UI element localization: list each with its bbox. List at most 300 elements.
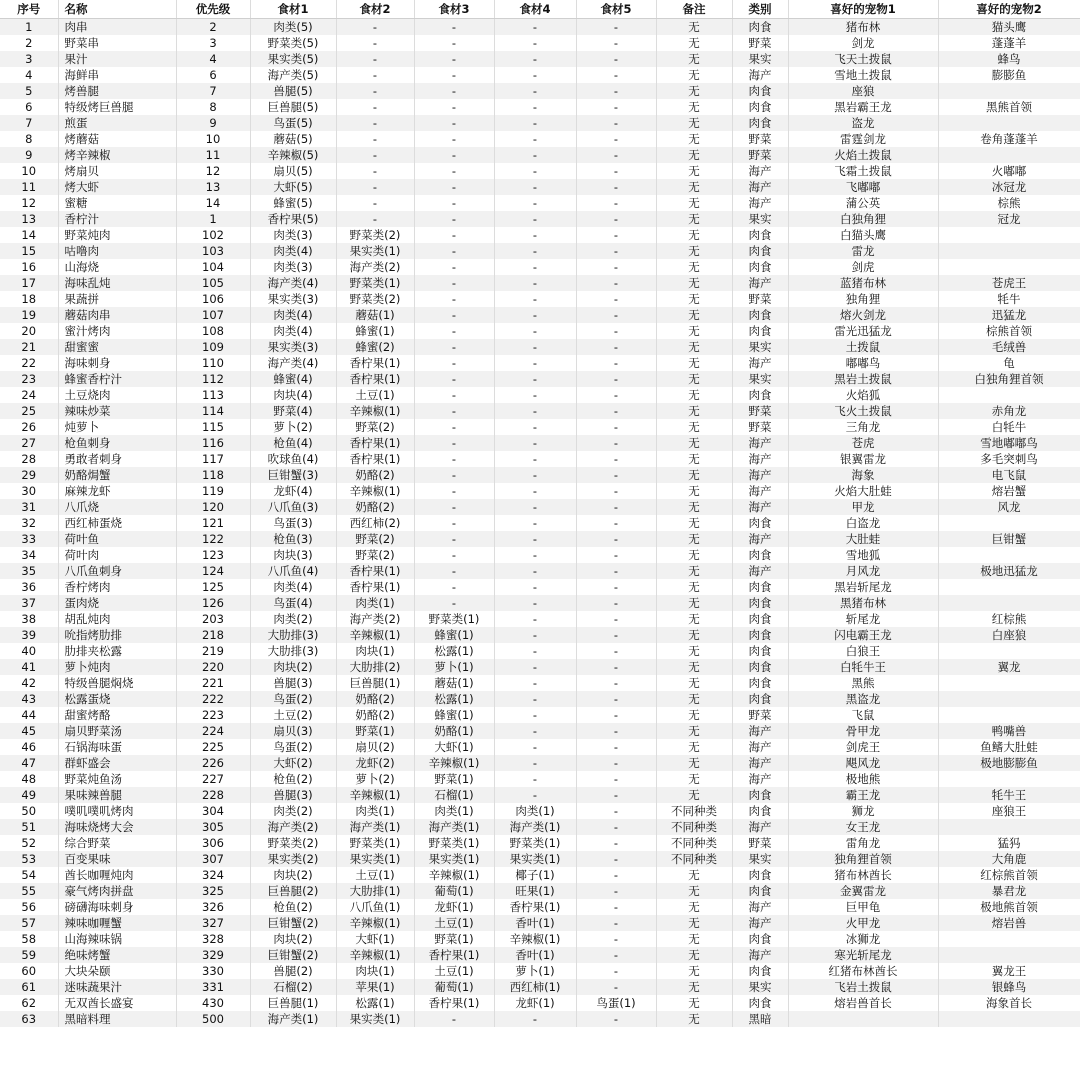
favorite-pet-1: 飓风龙 bbox=[788, 755, 938, 771]
ingredient-1: 肉块(2) bbox=[250, 867, 336, 883]
note: 无 bbox=[656, 563, 732, 579]
favorite-pet-1 bbox=[788, 1011, 938, 1027]
favorite-pet-1: 盗龙 bbox=[788, 115, 938, 131]
ingredient-3: - bbox=[414, 339, 494, 355]
recipe-name: 甜蜜蜜 bbox=[58, 339, 176, 355]
row-index: 16 bbox=[0, 259, 58, 275]
favorite-pet-2: 龟 bbox=[938, 355, 1080, 371]
ingredient-1: 兽腿(3) bbox=[250, 787, 336, 803]
row-index: 57 bbox=[0, 915, 58, 931]
favorite-pet-1: 寒光斩尾龙 bbox=[788, 947, 938, 963]
favorite-pet-2: 白牦牛 bbox=[938, 419, 1080, 435]
priority: 2 bbox=[176, 19, 250, 36]
ingredient-2: 果实类(1) bbox=[336, 851, 414, 867]
note: 无 bbox=[656, 691, 732, 707]
ingredient-5: - bbox=[576, 19, 656, 36]
ingredient-5: - bbox=[576, 643, 656, 659]
ingredient-3: - bbox=[414, 35, 494, 51]
note: 无 bbox=[656, 163, 732, 179]
favorite-pet-1: 土拨鼠 bbox=[788, 339, 938, 355]
ingredient-1: 巨钳蟹(2) bbox=[250, 915, 336, 931]
ingredient-4: 果实类(1) bbox=[494, 851, 576, 867]
ingredient-1: 蘑菇(5) bbox=[250, 131, 336, 147]
recipe-name: 勇敢者刺身 bbox=[58, 451, 176, 467]
recipe-name: 蜜汁烤肉 bbox=[58, 323, 176, 339]
category: 肉食 bbox=[732, 963, 788, 979]
category: 海产 bbox=[732, 819, 788, 835]
category: 海产 bbox=[732, 771, 788, 787]
ingredient-2: 香柠果(1) bbox=[336, 371, 414, 387]
category: 野菜 bbox=[732, 291, 788, 307]
row-index: 55 bbox=[0, 883, 58, 899]
favorite-pet-1: 飞鼠 bbox=[788, 707, 938, 723]
row-index: 58 bbox=[0, 931, 58, 947]
category: 肉食 bbox=[732, 803, 788, 819]
recipe-name: 煎蛋 bbox=[58, 115, 176, 131]
recipe-name: 萝卜炖肉 bbox=[58, 659, 176, 675]
recipe-name: 野菜串 bbox=[58, 35, 176, 51]
ingredient-3: - bbox=[414, 307, 494, 323]
ingredient-4: - bbox=[494, 67, 576, 83]
ingredient-3: 蘑菇(1) bbox=[414, 675, 494, 691]
note: 无 bbox=[656, 339, 732, 355]
priority: 304 bbox=[176, 803, 250, 819]
ingredient-5: - bbox=[576, 227, 656, 243]
priority: 123 bbox=[176, 547, 250, 563]
ingredient-3: 香柠果(1) bbox=[414, 947, 494, 963]
ingredient-5: - bbox=[576, 851, 656, 867]
category: 肉食 bbox=[732, 931, 788, 947]
favorite-pet-2 bbox=[938, 83, 1080, 99]
favorite-pet-1: 独角狸首领 bbox=[788, 851, 938, 867]
ingredient-1: 八爪鱼(4) bbox=[250, 563, 336, 579]
ingredient-3: - bbox=[414, 499, 494, 515]
row-index: 29 bbox=[0, 467, 58, 483]
ingredient-2: 大虾(1) bbox=[336, 931, 414, 947]
row-index: 31 bbox=[0, 499, 58, 515]
ingredient-1: 萝卜(2) bbox=[250, 419, 336, 435]
ingredient-2: 奶酪(2) bbox=[336, 691, 414, 707]
ingredient-2: 野菜(2) bbox=[336, 419, 414, 435]
ingredient-4: - bbox=[494, 291, 576, 307]
note: 无 bbox=[656, 547, 732, 563]
row-index: 21 bbox=[0, 339, 58, 355]
table-row bbox=[0, 627, 1080, 643]
favorite-pet-2: 迅猛龙 bbox=[938, 307, 1080, 323]
favorite-pet-2: 蓬蓬羊 bbox=[938, 35, 1080, 51]
recipe-name: 肉串 bbox=[58, 19, 176, 36]
row-index: 63 bbox=[0, 1011, 58, 1027]
recipe-name: 扇贝野菜汤 bbox=[58, 723, 176, 739]
favorite-pet-2 bbox=[938, 819, 1080, 835]
note: 无 bbox=[656, 115, 732, 131]
ingredient-4: 龙虾(1) bbox=[494, 995, 576, 1011]
ingredient-3: - bbox=[414, 1011, 494, 1027]
category: 海产 bbox=[732, 179, 788, 195]
ingredient-1: 海产类(4) bbox=[250, 355, 336, 371]
note: 无 bbox=[656, 899, 732, 915]
favorite-pet-1: 黑盗龙 bbox=[788, 691, 938, 707]
priority: 119 bbox=[176, 483, 250, 499]
note: 无 bbox=[656, 995, 732, 1011]
ingredient-3: - bbox=[414, 99, 494, 115]
ingredient-2: - bbox=[336, 99, 414, 115]
favorite-pet-1: 熔火剑龙 bbox=[788, 307, 938, 323]
note: 无 bbox=[656, 179, 732, 195]
favorite-pet-2: 红棕熊 bbox=[938, 611, 1080, 627]
favorite-pet-1: 苍虎 bbox=[788, 435, 938, 451]
ingredient-4: - bbox=[494, 163, 576, 179]
category: 海产 bbox=[732, 275, 788, 291]
row-index: 50 bbox=[0, 803, 58, 819]
category: 肉食 bbox=[732, 115, 788, 131]
ingredient-4: - bbox=[494, 739, 576, 755]
favorite-pet-2 bbox=[938, 1011, 1080, 1027]
ingredient-2: 蜂蜜(1) bbox=[336, 323, 414, 339]
ingredient-4: - bbox=[494, 83, 576, 99]
table-row bbox=[0, 851, 1080, 867]
table-row bbox=[0, 243, 1080, 259]
ingredient-5: - bbox=[576, 115, 656, 131]
row-index: 48 bbox=[0, 771, 58, 787]
ingredient-5: - bbox=[576, 867, 656, 883]
table-row bbox=[0, 259, 1080, 275]
ingredient-4: - bbox=[494, 339, 576, 355]
recipe-name: 烤扇贝 bbox=[58, 163, 176, 179]
favorite-pet-2: 棕熊 bbox=[938, 195, 1080, 211]
favorite-pet-1: 熔岩兽首长 bbox=[788, 995, 938, 1011]
ingredient-5: - bbox=[576, 355, 656, 371]
priority: 218 bbox=[176, 627, 250, 643]
favorite-pet-1: 火甲龙 bbox=[788, 915, 938, 931]
ingredient-3: - bbox=[414, 259, 494, 275]
recipe-name: 甜蜜烤酪 bbox=[58, 707, 176, 723]
recipe-name: 肋排夹松露 bbox=[58, 643, 176, 659]
recipe-name: 果味辣兽腿 bbox=[58, 787, 176, 803]
category: 肉食 bbox=[732, 691, 788, 707]
ingredient-2: 奶酪(2) bbox=[336, 707, 414, 723]
note: 无 bbox=[656, 707, 732, 723]
category: 肉食 bbox=[732, 675, 788, 691]
note: 无 bbox=[656, 787, 732, 803]
priority: 11 bbox=[176, 147, 250, 163]
ingredient-4: - bbox=[494, 387, 576, 403]
favorite-pet-1: 飞岩土拨鼠 bbox=[788, 979, 938, 995]
category: 海产 bbox=[732, 947, 788, 963]
table-row bbox=[0, 499, 1080, 515]
row-index: 61 bbox=[0, 979, 58, 995]
favorite-pet-1: 蒲公英 bbox=[788, 195, 938, 211]
row-index: 42 bbox=[0, 675, 58, 691]
row-index: 45 bbox=[0, 723, 58, 739]
favorite-pet-2: 膨膨鱼 bbox=[938, 67, 1080, 83]
recipe-name: 枪鱼刺身 bbox=[58, 435, 176, 451]
ingredient-2: - bbox=[336, 163, 414, 179]
recipe-name: 烤兽腿 bbox=[58, 83, 176, 99]
row-index: 60 bbox=[0, 963, 58, 979]
table-row bbox=[0, 787, 1080, 803]
category: 肉食 bbox=[732, 387, 788, 403]
recipe-name: 咕噜肉 bbox=[58, 243, 176, 259]
ingredient-1: 枪鱼(2) bbox=[250, 899, 336, 915]
recipe-name: 噗叽噗叽烤肉 bbox=[58, 803, 176, 819]
table-row bbox=[0, 323, 1080, 339]
priority: 1 bbox=[176, 211, 250, 227]
row-index: 22 bbox=[0, 355, 58, 371]
recipe-name: 辣味咖喱蟹 bbox=[58, 915, 176, 931]
recipe-name: 综合野菜 bbox=[58, 835, 176, 851]
row-index: 36 bbox=[0, 579, 58, 595]
ingredient-3: - bbox=[414, 243, 494, 259]
row-index: 32 bbox=[0, 515, 58, 531]
ingredient-5: - bbox=[576, 787, 656, 803]
priority: 227 bbox=[176, 771, 250, 787]
ingredient-4: - bbox=[494, 275, 576, 291]
row-index: 40 bbox=[0, 643, 58, 659]
note: 无 bbox=[656, 355, 732, 371]
ingredient-4: 海产类(1) bbox=[494, 819, 576, 835]
ingredient-5: - bbox=[576, 339, 656, 355]
ingredient-1: 龙虾(4) bbox=[250, 483, 336, 499]
row-index: 52 bbox=[0, 835, 58, 851]
ingredient-5: - bbox=[576, 675, 656, 691]
priority: 305 bbox=[176, 819, 250, 835]
table-row bbox=[0, 195, 1080, 211]
category: 肉食 bbox=[732, 995, 788, 1011]
recipe-name: 野菜炖肉 bbox=[58, 227, 176, 243]
favorite-pet-2: 猛犸 bbox=[938, 835, 1080, 851]
header-row bbox=[0, 0, 1080, 19]
recipe-name: 松露蛋烧 bbox=[58, 691, 176, 707]
ingredient-1: 兽腿(3) bbox=[250, 675, 336, 691]
priority: 103 bbox=[176, 243, 250, 259]
row-index: 37 bbox=[0, 595, 58, 611]
ingredient-3: - bbox=[414, 451, 494, 467]
favorite-pet-2: 熔岩兽 bbox=[938, 915, 1080, 931]
ingredient-3: 海产类(1) bbox=[414, 819, 494, 835]
priority: 14 bbox=[176, 195, 250, 211]
recipe-name: 大块朵颐 bbox=[58, 963, 176, 979]
favorite-pet1-header: 喜好的宠物1 bbox=[788, 0, 938, 19]
note: 无 bbox=[656, 211, 732, 227]
ingredient-4: - bbox=[494, 723, 576, 739]
ingredient-2: 辛辣椒(1) bbox=[336, 947, 414, 963]
ingredient-4: - bbox=[494, 323, 576, 339]
ingredient-2: 野菜类(1) bbox=[336, 835, 414, 851]
ingredient-5: - bbox=[576, 35, 656, 51]
category: 野菜 bbox=[732, 419, 788, 435]
favorite-pet-1: 霸王龙 bbox=[788, 787, 938, 803]
note: 无 bbox=[656, 227, 732, 243]
note: 无 bbox=[656, 611, 732, 627]
table-row bbox=[0, 771, 1080, 787]
ingredient-3: - bbox=[414, 595, 494, 611]
table-row bbox=[0, 691, 1080, 707]
ingredient-3: - bbox=[414, 355, 494, 371]
recipe-name: 吮指烤肋排 bbox=[58, 627, 176, 643]
note: 无 bbox=[656, 579, 732, 595]
recipe-name: 海鲜串 bbox=[58, 67, 176, 83]
priority: 118 bbox=[176, 467, 250, 483]
ingredient-4: - bbox=[494, 227, 576, 243]
favorite-pet-1: 火焰土拨鼠 bbox=[788, 147, 938, 163]
ingredient-2: 肉块(1) bbox=[336, 643, 414, 659]
ingredient-1: 扇贝(5) bbox=[250, 163, 336, 179]
ingredient-4: - bbox=[494, 307, 576, 323]
ingredient-3: 葡萄(1) bbox=[414, 883, 494, 899]
ingredient-1: 肉类(2) bbox=[250, 803, 336, 819]
table-row bbox=[0, 67, 1080, 83]
ingredient-3: - bbox=[414, 275, 494, 291]
priority: 124 bbox=[176, 563, 250, 579]
ingredient-2: 香柠果(1) bbox=[336, 451, 414, 467]
recipe-name: 山海烧 bbox=[58, 259, 176, 275]
favorite-pet-2: 海象首长 bbox=[938, 995, 1080, 1011]
ingredient-2: 香柠果(1) bbox=[336, 563, 414, 579]
ingredient-1: 大虾(2) bbox=[250, 755, 336, 771]
note: 无 bbox=[656, 483, 732, 499]
note-header: 备注 bbox=[656, 0, 732, 19]
priority: 104 bbox=[176, 259, 250, 275]
note: 无 bbox=[656, 323, 732, 339]
priority: 324 bbox=[176, 867, 250, 883]
note: 无 bbox=[656, 451, 732, 467]
favorite-pet-2 bbox=[938, 515, 1080, 531]
table-row bbox=[0, 835, 1080, 851]
category: 肉食 bbox=[732, 883, 788, 899]
ingredient-1: 大肋排(3) bbox=[250, 643, 336, 659]
ingredient-5: - bbox=[576, 531, 656, 547]
ingredient-5: 鸟蛋(1) bbox=[576, 995, 656, 1011]
priority: 125 bbox=[176, 579, 250, 595]
favorite-pet-2: 熔岩蟹 bbox=[938, 483, 1080, 499]
favorite-pet-2 bbox=[938, 707, 1080, 723]
table-row bbox=[0, 227, 1080, 243]
table-row bbox=[0, 643, 1080, 659]
row-index: 53 bbox=[0, 851, 58, 867]
recipe-name: 胡乱炖肉 bbox=[58, 611, 176, 627]
category: 野菜 bbox=[732, 835, 788, 851]
recipe-name: 山海辣味锅 bbox=[58, 931, 176, 947]
category: 肉食 bbox=[732, 259, 788, 275]
ingredient-3: - bbox=[414, 515, 494, 531]
favorite-pet-2: 银蜂鸟 bbox=[938, 979, 1080, 995]
ingredient-3: - bbox=[414, 531, 494, 547]
table-row bbox=[0, 579, 1080, 595]
priority: 6 bbox=[176, 67, 250, 83]
ingredient-5: - bbox=[576, 739, 656, 755]
category: 海产 bbox=[732, 899, 788, 915]
ingredient3-header: 食材3 bbox=[414, 0, 494, 19]
ingredient-3: 辛辣椒(1) bbox=[414, 867, 494, 883]
category: 海产 bbox=[732, 67, 788, 83]
ingredient-4: - bbox=[494, 115, 576, 131]
recipe-name: 烤辛辣椒 bbox=[58, 147, 176, 163]
category: 果实 bbox=[732, 211, 788, 227]
favorite-pet-1: 飞霜土拨鼠 bbox=[788, 163, 938, 179]
table-row bbox=[0, 995, 1080, 1011]
note: 无 bbox=[656, 435, 732, 451]
ingredient-1: 海产类(1) bbox=[250, 1011, 336, 1027]
ingredient-5: - bbox=[576, 579, 656, 595]
ingredient-1: 枪鱼(2) bbox=[250, 771, 336, 787]
recipe-name: 土豆烧肉 bbox=[58, 387, 176, 403]
ingredient-1: 海产类(2) bbox=[250, 819, 336, 835]
ingredient-3: 香柠果(1) bbox=[414, 995, 494, 1011]
category: 肉食 bbox=[732, 19, 788, 36]
priority: 113 bbox=[176, 387, 250, 403]
ingredient-3: - bbox=[414, 19, 494, 36]
ingredient-1: 果实类(3) bbox=[250, 339, 336, 355]
row-index: 26 bbox=[0, 419, 58, 435]
table-row bbox=[0, 803, 1080, 819]
favorite-pet-2: 翼龙 bbox=[938, 659, 1080, 675]
favorite-pet-2: 猫头鹰 bbox=[938, 19, 1080, 36]
ingredient-4: - bbox=[494, 611, 576, 627]
category: 海产 bbox=[732, 499, 788, 515]
ingredient-2: 辛辣椒(1) bbox=[336, 787, 414, 803]
ingredient-3: - bbox=[414, 195, 494, 211]
ingredient-1: 扇贝(3) bbox=[250, 723, 336, 739]
note: 无 bbox=[656, 307, 732, 323]
favorite-pet-1: 白独角狸 bbox=[788, 211, 938, 227]
table-row bbox=[0, 707, 1080, 723]
ingredient-3: - bbox=[414, 67, 494, 83]
favorite-pet-1: 剑虎 bbox=[788, 259, 938, 275]
ingredient-4: - bbox=[494, 35, 576, 51]
ingredient-1: 肉类(2) bbox=[250, 611, 336, 627]
priority: 12 bbox=[176, 163, 250, 179]
priority: 10 bbox=[176, 131, 250, 147]
favorite-pet-2: 电飞鼠 bbox=[938, 467, 1080, 483]
ingredient-1: 肉块(2) bbox=[250, 931, 336, 947]
ingredient-5: - bbox=[576, 931, 656, 947]
ingredient-1: 兽腿(2) bbox=[250, 963, 336, 979]
category: 肉食 bbox=[732, 595, 788, 611]
ingredient4-header: 食材4 bbox=[494, 0, 576, 19]
ingredient-4: 香叶(1) bbox=[494, 947, 576, 963]
recipe-name: 荷叶鱼 bbox=[58, 531, 176, 547]
ingredient-4: - bbox=[494, 147, 576, 163]
priority: 110 bbox=[176, 355, 250, 371]
category: 海产 bbox=[732, 451, 788, 467]
recipe-name: 烤蘑菇 bbox=[58, 131, 176, 147]
ingredient-3: 蜂蜜(1) bbox=[414, 627, 494, 643]
ingredient-3: 石榴(1) bbox=[414, 787, 494, 803]
note: 无 bbox=[656, 467, 732, 483]
category: 肉食 bbox=[732, 579, 788, 595]
category-header: 类别 bbox=[732, 0, 788, 19]
ingredient-3: 野菜(1) bbox=[414, 931, 494, 947]
recipe-name: 果汁 bbox=[58, 51, 176, 67]
ingredient-1: 海产类(4) bbox=[250, 275, 336, 291]
ingredient-4: - bbox=[494, 355, 576, 371]
ingredient-1: 蜂蜜(5) bbox=[250, 195, 336, 211]
ingredient-2: 蘑菇(1) bbox=[336, 307, 414, 323]
favorite-pet-2: 极地迅猛龙 bbox=[938, 563, 1080, 579]
category: 果实 bbox=[732, 51, 788, 67]
favorite-pet-2 bbox=[938, 771, 1080, 787]
ingredient-4: - bbox=[494, 211, 576, 227]
priority: 225 bbox=[176, 739, 250, 755]
recipe-name: 百变果味 bbox=[58, 851, 176, 867]
recipe-name: 海味乱炖 bbox=[58, 275, 176, 291]
priority: 102 bbox=[176, 227, 250, 243]
recipe-name: 无双酋长盛宴 bbox=[58, 995, 176, 1011]
ingredient-5: - bbox=[576, 99, 656, 115]
ingredient-4: 椰子(1) bbox=[494, 867, 576, 883]
ingredient-4: 野菜类(1) bbox=[494, 835, 576, 851]
